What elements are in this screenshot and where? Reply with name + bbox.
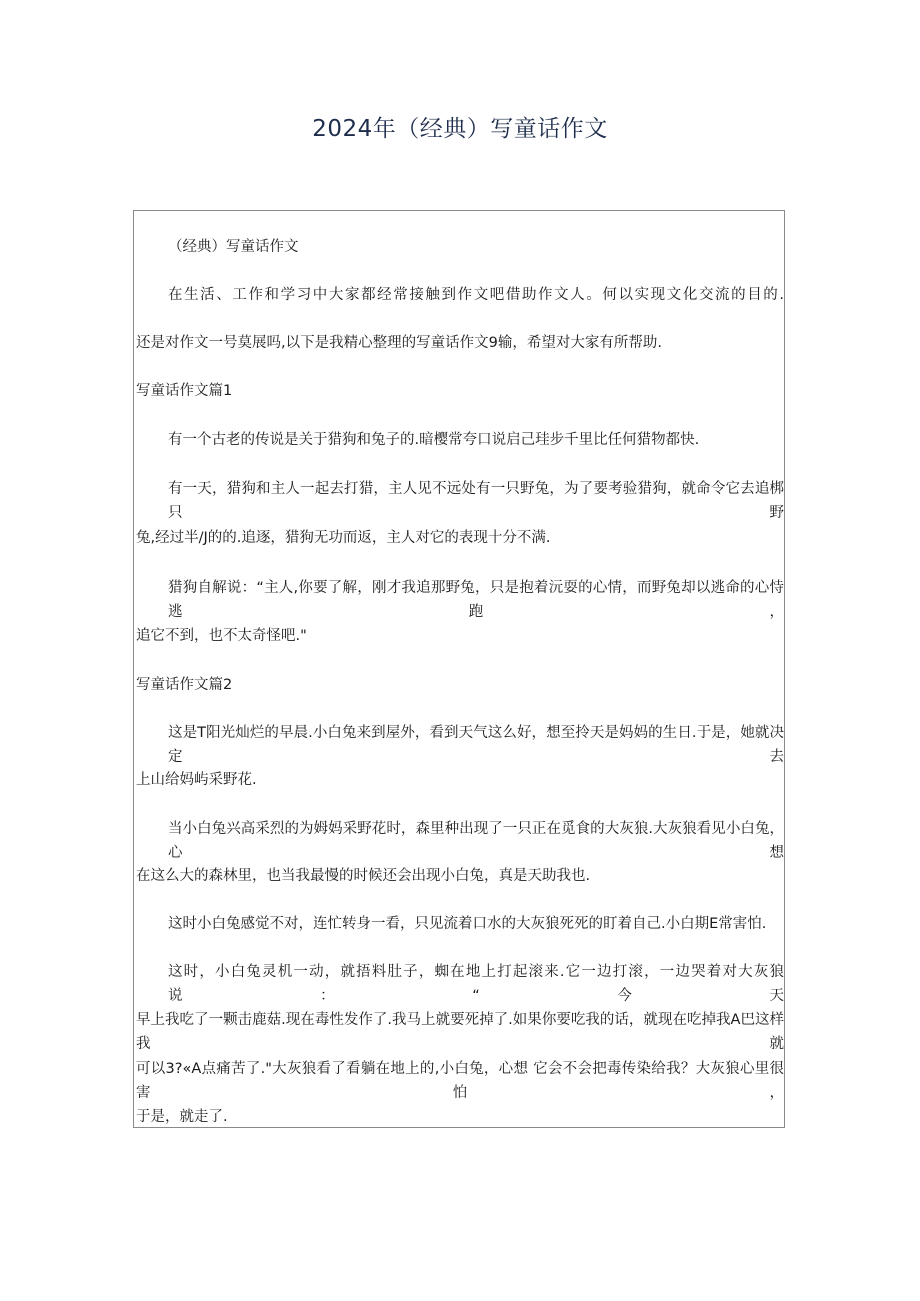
section-2-paragraph-2-line-2: 在这么大的森林里，也当我最慢的时候还会出现小白兔，真是天助我也.: [136, 868, 591, 884]
subtitle: （经典）写童话作文: [168, 239, 299, 255]
document-title: 2024年（经典）写童话作文: [312, 116, 608, 142]
section-1-paragraph-3-line-2: 追它不到，也不太奇怪吧.": [136, 628, 307, 644]
section-2-paragraph-4-line-2: 早上我吃了一颗击鹿菇.现在毒性发作了.我马上就要死掉了.如果你要吃我的话，就现在吃掉我A巴这样我就: [136, 1012, 784, 1052]
section-2-heading: 写童话作文篇2: [136, 677, 233, 693]
section-2-paragraph-1-line-2: 上山给妈屿采野花.: [136, 772, 257, 788]
section-1-paragraph-2-line-1: 有一天，猎狗和主人一起去打猎，主人见不远处有一只野兔，为了要考验猎狗，就命令它去追梆只野: [168, 481, 784, 521]
section-2-paragraph-4-line-1: 这时，小白兔灵机一动，就捂料肚子，蜘在地上打起滚来.它一边打滚，一边哭着对大灰狼说：“今天: [168, 964, 784, 1004]
content-box: [133, 210, 785, 1128]
section-1-paragraph-2-line-2: 兔,经过半/J的的.追逐，猎狗无功而返，主人对它的表现十分不满.: [136, 530, 551, 546]
section-1-paragraph-3-line-1: 猎狗自解说：“主人,你要了解，刚才我追那野兔，只是抱着沅耍的心情，而野兔却以逃命的心恃逃跑，: [168, 580, 784, 620]
section-1-paragraph-1: 有一个古老的传说是关于猎狗和兔子的.暗樱常夸口说启己珪步千里比任何猎物都快.: [168, 432, 700, 448]
section-2-paragraph-3: 这时小白兔感觉不对，连忙转身一看，只见流着口水的大灰狼死死的盯着自己.小白期E常害怕.: [168, 916, 767, 932]
section-2-paragraph-4-line-3: 可以3?«A点痛苦了."大灰狼看了看躺在地上的,小白兔，心想 它会不会把毒传染给我？大灰狼心里很害怕，: [136, 1061, 784, 1101]
section-2-paragraph-4-line-4: 于是，就走了.: [136, 1109, 228, 1125]
intro-paragraph-line-1: 在生活、工作和学习中大家都经常接触到作文吧借助作文人。何以实现文化交流的目的.: [168, 287, 784, 303]
section-2-paragraph-1-line-1: 这是T阳光灿烂的早晨.小白兔来到屋外，看到天气这么好，想至拎天是妈妈的生日.于是，她就决定去: [168, 725, 784, 765]
intro-paragraph-line-2: 还是对作文一号莫展吗,以下是我精心整理的写童话作文9输，希望对大家有所帮助.: [136, 335, 662, 351]
section-1-heading: 写童话作文篇1: [136, 383, 233, 399]
section-2-paragraph-2-line-1: 当小白兔兴高采烈的为姆妈采野花时，森里种出现了一只正在觅食的大灰狼.大灰狼看见小白兔，心想: [168, 821, 784, 861]
